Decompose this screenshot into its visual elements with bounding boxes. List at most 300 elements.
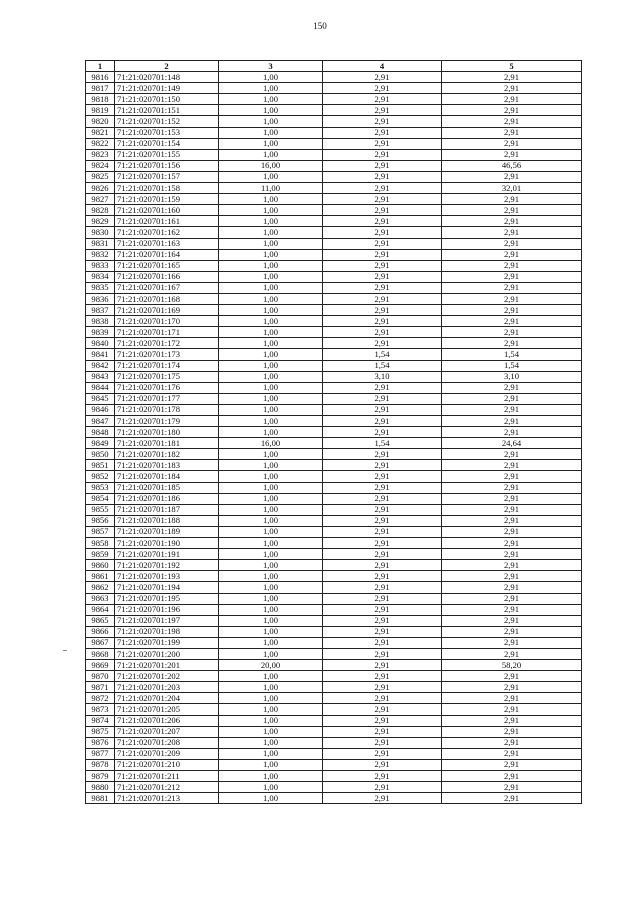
table-row — [86, 404, 582, 415]
cadastral-number-cell: 71:21:020701:167 — [115, 282, 219, 293]
rate-cell: 2,91 — [323, 338, 442, 349]
row-number-cell: 9867 — [86, 637, 115, 648]
quantity-cell: 1,00 — [219, 227, 323, 238]
cadastral-number-cell: 71:21:020701:149 — [115, 83, 219, 94]
table-row — [86, 460, 582, 471]
rate-cell: 1,54 — [323, 360, 442, 371]
quantity-cell: 1,00 — [219, 427, 323, 438]
total-cell: 2,91 — [442, 249, 582, 260]
cadastral-number-cell: 71:21:020701:180 — [115, 427, 219, 438]
table-row — [86, 671, 582, 682]
quantity-cell: 1,00 — [219, 216, 323, 227]
cadastral-number-cell: 71:21:020701:181 — [115, 438, 219, 449]
cadastral-number-cell: 71:21:020701:201 — [115, 660, 219, 671]
quantity-cell: 1,00 — [219, 404, 323, 415]
table-row — [86, 249, 582, 260]
table-row — [86, 626, 582, 637]
table-row — [86, 305, 582, 316]
cadastral-number-cell: 71:21:020701:159 — [115, 194, 219, 205]
cadastral-number-cell: 71:21:020701:171 — [115, 327, 219, 338]
row-number-cell: 9880 — [86, 782, 115, 793]
rate-cell: 2,91 — [323, 615, 442, 626]
row-number-cell: 9860 — [86, 560, 115, 571]
table-row — [86, 682, 582, 693]
cadastral-number-cell: 71:21:020701:151 — [115, 105, 219, 116]
table-row — [86, 282, 582, 293]
cadastral-number-cell: 71:21:020701:189 — [115, 526, 219, 537]
table-row — [86, 171, 582, 182]
quantity-cell: 1,00 — [219, 526, 323, 537]
cadastral-number-cell: 71:21:020701:209 — [115, 748, 219, 759]
cadastral-number-cell: 71:21:020701:162 — [115, 227, 219, 238]
cadastral-number-cell: 71:21:020701:153 — [115, 127, 219, 138]
quantity-cell: 1,00 — [219, 249, 323, 260]
total-cell: 2,91 — [442, 404, 582, 415]
quantity-cell: 1,00 — [219, 471, 323, 482]
cadastral-number-cell: 71:21:020701:196 — [115, 604, 219, 615]
rate-cell: 2,91 — [323, 416, 442, 427]
total-cell: 2,91 — [442, 704, 582, 715]
table-row — [86, 493, 582, 504]
total-cell: 2,91 — [442, 416, 582, 427]
row-number-cell: 9835 — [86, 282, 115, 293]
quantity-cell: 1,00 — [219, 549, 323, 560]
total-cell: 2,91 — [442, 560, 582, 571]
row-number-cell: 9874 — [86, 715, 115, 726]
cadastral-table — [85, 60, 582, 804]
total-cell: 2,91 — [442, 427, 582, 438]
quantity-cell: 1,00 — [219, 615, 323, 626]
table-row — [86, 604, 582, 615]
row-number-cell: 9836 — [86, 293, 115, 304]
row-number-cell: 9861 — [86, 571, 115, 582]
table-row — [86, 138, 582, 149]
quantity-cell: 20,00 — [219, 660, 323, 671]
table-row — [86, 338, 582, 349]
rate-cell: 2,91 — [323, 227, 442, 238]
total-cell: 2,91 — [442, 171, 582, 182]
rate-cell: 2,91 — [323, 682, 442, 693]
cadastral-number-cell: 71:21:020701:165 — [115, 260, 219, 271]
total-cell: 2,91 — [442, 83, 582, 94]
quantity-cell: 1,00 — [219, 693, 323, 704]
quantity-cell: 1,00 — [219, 748, 323, 759]
quantity-cell: 1,00 — [219, 604, 323, 615]
quantity-cell: 1,00 — [219, 504, 323, 515]
row-number-cell: 9854 — [86, 493, 115, 504]
table-row — [86, 160, 582, 171]
total-cell: 1,54 — [442, 349, 582, 360]
table-row — [86, 349, 582, 360]
quantity-cell: 1,00 — [219, 327, 323, 338]
quantity-cell: 1,00 — [219, 293, 323, 304]
cadastral-number-cell: 71:21:020701:179 — [115, 416, 219, 427]
row-number-cell: 9828 — [86, 205, 115, 216]
total-cell: 2,91 — [442, 682, 582, 693]
table-row — [86, 549, 582, 560]
row-number-cell: 9853 — [86, 482, 115, 493]
row-number-cell: 9820 — [86, 116, 115, 127]
rate-cell: 2,91 — [323, 293, 442, 304]
table-row — [86, 271, 582, 282]
total-cell: 2,91 — [442, 615, 582, 626]
table-row — [86, 393, 582, 404]
table-row — [86, 737, 582, 748]
rate-cell: 2,91 — [323, 160, 442, 171]
quantity-cell: 1,00 — [219, 759, 323, 770]
quantity-cell: 1,00 — [219, 282, 323, 293]
row-number-cell: 9856 — [86, 515, 115, 526]
rate-cell: 2,91 — [323, 771, 442, 782]
quantity-cell: 16,00 — [219, 160, 323, 171]
table-row — [86, 293, 582, 304]
rate-cell: 2,91 — [323, 726, 442, 737]
cadastral-number-cell: 71:21:020701:199 — [115, 637, 219, 648]
row-number-cell: 9837 — [86, 305, 115, 316]
rate-cell: 2,91 — [323, 327, 442, 338]
page-number: 150 — [313, 21, 327, 31]
table-row — [86, 748, 582, 759]
cadastral-number-cell: 71:21:020701:202 — [115, 671, 219, 682]
quantity-cell: 1,00 — [219, 626, 323, 637]
rate-cell: 2,91 — [323, 648, 442, 659]
cadastral-number-cell: 71:21:020701:195 — [115, 593, 219, 604]
cadastral-number-cell: 71:21:020701:211 — [115, 771, 219, 782]
cadastral-number-cell: 71:21:020701:194 — [115, 582, 219, 593]
row-number-cell: 9848 — [86, 427, 115, 438]
column-header-5: 5 — [442, 61, 582, 72]
row-number-cell: 9830 — [86, 227, 115, 238]
total-cell: 2,91 — [442, 72, 582, 83]
row-number-cell: 9825 — [86, 171, 115, 182]
row-number-cell: 9840 — [86, 338, 115, 349]
rate-cell: 2,91 — [323, 471, 442, 482]
table-row — [86, 438, 582, 449]
table-row — [86, 482, 582, 493]
total-cell: 2,91 — [442, 549, 582, 560]
quantity-cell: 1,00 — [219, 671, 323, 682]
total-cell: 2,91 — [442, 515, 582, 526]
cadastral-number-cell: 71:21:020701:175 — [115, 371, 219, 382]
row-number-cell: 9881 — [86, 793, 115, 804]
row-number-cell: 9851 — [86, 460, 115, 471]
quantity-cell: 1,00 — [219, 72, 323, 83]
quantity-cell: 1,00 — [219, 360, 323, 371]
rate-cell: 2,91 — [323, 660, 442, 671]
total-cell: 2,91 — [442, 671, 582, 682]
row-number-cell: 9855 — [86, 504, 115, 515]
row-number-cell: 9866 — [86, 626, 115, 637]
row-number-cell: 9872 — [86, 693, 115, 704]
rate-cell: 2,91 — [323, 260, 442, 271]
table-row — [86, 216, 582, 227]
cadastral-number-cell: 71:21:020701:192 — [115, 560, 219, 571]
table-row — [86, 615, 582, 626]
quantity-cell: 1,00 — [219, 83, 323, 94]
total-cell: 2,91 — [442, 526, 582, 537]
rate-cell: 3,10 — [323, 371, 442, 382]
quantity-cell: 1,00 — [219, 793, 323, 804]
row-number-cell: 9842 — [86, 360, 115, 371]
row-number-cell: 9876 — [86, 737, 115, 748]
rate-cell: 1,54 — [323, 349, 442, 360]
row-number-cell: 9846 — [86, 404, 115, 415]
table-row — [86, 449, 582, 460]
row-number-cell: 9823 — [86, 149, 115, 160]
rate-cell: 2,91 — [323, 693, 442, 704]
total-cell: 2,91 — [442, 582, 582, 593]
table-row — [86, 238, 582, 249]
table-row — [86, 227, 582, 238]
row-number-cell: 9829 — [86, 216, 115, 227]
rate-cell: 2,91 — [323, 271, 442, 282]
cadastral-number-cell: 71:21:020701:152 — [115, 116, 219, 127]
total-cell: 2,91 — [442, 571, 582, 582]
total-cell: 2,91 — [442, 449, 582, 460]
cadastral-number-cell: 71:21:020701:169 — [115, 305, 219, 316]
rate-cell: 2,91 — [323, 83, 442, 94]
quantity-cell: 1,00 — [219, 726, 323, 737]
table-row — [86, 205, 582, 216]
table-row — [86, 526, 582, 537]
row-number-cell: 9849 — [86, 438, 115, 449]
table-row — [86, 593, 582, 604]
rate-cell: 2,91 — [323, 282, 442, 293]
rate-cell: 2,91 — [323, 449, 442, 460]
row-number-cell: 9834 — [86, 271, 115, 282]
rate-cell: 2,91 — [323, 515, 442, 526]
rate-cell: 2,91 — [323, 482, 442, 493]
cadastral-number-cell: 71:21:020701:197 — [115, 615, 219, 626]
cadastral-number-cell: 71:21:020701:198 — [115, 626, 219, 637]
quantity-cell: 1,00 — [219, 382, 323, 393]
table-row — [86, 637, 582, 648]
quantity-cell: 1,00 — [219, 149, 323, 160]
cadastral-number-cell: 71:21:020701:208 — [115, 737, 219, 748]
cadastral-number-cell: 71:21:020701:183 — [115, 460, 219, 471]
row-number-cell: 9832 — [86, 249, 115, 260]
total-cell: 2,91 — [442, 604, 582, 615]
cadastral-number-cell: 71:21:020701:148 — [115, 72, 219, 83]
total-cell: 2,91 — [442, 338, 582, 349]
total-cell: 2,91 — [442, 227, 582, 238]
row-number-cell: 9841 — [86, 349, 115, 360]
quantity-cell: 1,00 — [219, 560, 323, 571]
row-number-cell: 9877 — [86, 748, 115, 759]
total-cell: 2,91 — [442, 593, 582, 604]
rate-cell: 2,91 — [323, 593, 442, 604]
table-row — [86, 316, 582, 327]
cadastral-number-cell: 71:21:020701:160 — [115, 205, 219, 216]
total-cell: 32,01 — [442, 183, 582, 194]
total-cell: 2,91 — [442, 538, 582, 549]
table-row — [86, 782, 582, 793]
total-cell: 2,91 — [442, 105, 582, 116]
rate-cell: 2,91 — [323, 427, 442, 438]
table-row — [86, 105, 582, 116]
table-row — [86, 693, 582, 704]
quantity-cell: 1,00 — [219, 771, 323, 782]
total-cell: 2,91 — [442, 726, 582, 737]
rate-cell: 2,91 — [323, 171, 442, 182]
row-number-cell: 9879 — [86, 771, 115, 782]
row-number-cell: 9878 — [86, 759, 115, 770]
table-row — [86, 538, 582, 549]
rate-cell: 2,91 — [323, 116, 442, 127]
cadastral-number-cell: 71:21:020701:203 — [115, 682, 219, 693]
cadastral-number-cell: 71:21:020701:177 — [115, 393, 219, 404]
rate-cell: 2,91 — [323, 404, 442, 415]
cadastral-number-cell: 71:21:020701:206 — [115, 715, 219, 726]
table-row — [86, 149, 582, 160]
cadastral-number-cell: 71:21:020701:172 — [115, 338, 219, 349]
quantity-cell: 1,00 — [219, 449, 323, 460]
table-row — [86, 715, 582, 726]
rate-cell: 2,91 — [323, 305, 442, 316]
quantity-cell: 1,00 — [219, 648, 323, 659]
quantity-cell: 1,00 — [219, 515, 323, 526]
quantity-cell: 1,00 — [219, 460, 323, 471]
rate-cell: 2,91 — [323, 105, 442, 116]
rate-cell: 2,91 — [323, 138, 442, 149]
row-number-cell: 9863 — [86, 593, 115, 604]
quantity-cell: 1,00 — [219, 127, 323, 138]
rate-cell: 2,91 — [323, 571, 442, 582]
total-cell: 2,91 — [442, 271, 582, 282]
rate-cell: 2,91 — [323, 149, 442, 160]
total-cell: 2,91 — [442, 138, 582, 149]
row-number-cell: 9869 — [86, 660, 115, 671]
rate-cell: 2,91 — [323, 671, 442, 682]
cadastral-number-cell: 71:21:020701:213 — [115, 793, 219, 804]
quantity-cell: 1,00 — [219, 138, 323, 149]
total-cell: 2,91 — [442, 216, 582, 227]
rate-cell: 2,91 — [323, 526, 442, 537]
row-number-cell: 9864 — [86, 604, 115, 615]
table-row — [86, 427, 582, 438]
total-cell: 2,91 — [442, 793, 582, 804]
quantity-cell: 1,00 — [219, 393, 323, 404]
cadastral-number-cell: 71:21:020701:156 — [115, 160, 219, 171]
table-row — [86, 515, 582, 526]
quantity-cell: 1,00 — [219, 349, 323, 360]
table-row — [86, 127, 582, 138]
quantity-cell: 16,00 — [219, 438, 323, 449]
total-cell: 2,91 — [442, 282, 582, 293]
total-cell: 46,56 — [442, 160, 582, 171]
cadastral-number-cell: 71:21:020701:188 — [115, 515, 219, 526]
cadastral-number-cell: 71:21:020701:174 — [115, 360, 219, 371]
cadastral-number-cell: 71:21:020701:184 — [115, 471, 219, 482]
total-cell: 3,10 — [442, 371, 582, 382]
total-cell: 58,20 — [442, 660, 582, 671]
row-number-cell: 9875 — [86, 726, 115, 737]
rate-cell: 2,91 — [323, 626, 442, 637]
cadastral-number-cell: 71:21:020701:168 — [115, 293, 219, 304]
rate-cell: 2,91 — [323, 183, 442, 194]
quantity-cell: 1,00 — [219, 482, 323, 493]
total-cell: 2,91 — [442, 782, 582, 793]
cadastral-number-cell: 71:21:020701:193 — [115, 571, 219, 582]
row-number-cell: 9824 — [86, 160, 115, 171]
rate-cell: 2,91 — [323, 549, 442, 560]
total-cell: 2,91 — [442, 327, 582, 338]
cadastral-number-cell: 71:21:020701:207 — [115, 726, 219, 737]
row-number-cell: 9839 — [86, 327, 115, 338]
cadastral-number-cell: 71:21:020701:150 — [115, 94, 219, 105]
rate-cell: 2,91 — [323, 194, 442, 205]
quantity-cell: 1,00 — [219, 538, 323, 549]
table-row — [86, 660, 582, 671]
table-row — [86, 582, 582, 593]
cadastral-number-cell: 71:21:020701:205 — [115, 704, 219, 715]
rate-cell: 2,91 — [323, 382, 442, 393]
cadastral-number-cell: 71:21:020701:190 — [115, 538, 219, 549]
table-row — [86, 504, 582, 515]
quantity-cell: 1,00 — [219, 338, 323, 349]
rate-cell: 2,91 — [323, 737, 442, 748]
table-row — [86, 72, 582, 83]
total-cell: 2,91 — [442, 737, 582, 748]
rate-cell: 2,91 — [323, 759, 442, 770]
rate-cell: 2,91 — [323, 238, 442, 249]
rate-cell: 2,91 — [323, 604, 442, 615]
rate-cell: 2,91 — [323, 793, 442, 804]
total-cell: 2,91 — [442, 94, 582, 105]
rate-cell: 2,91 — [323, 538, 442, 549]
total-cell: 2,91 — [442, 127, 582, 138]
total-cell: 2,91 — [442, 293, 582, 304]
quantity-cell: 1,00 — [219, 782, 323, 793]
row-number-cell: 9831 — [86, 238, 115, 249]
rate-cell: 2,91 — [323, 393, 442, 404]
cadastral-number-cell: 71:21:020701:166 — [115, 271, 219, 282]
cadastral-number-cell: 71:21:020701:163 — [115, 238, 219, 249]
rate-cell: 2,91 — [323, 637, 442, 648]
total-cell: 2,91 — [442, 238, 582, 249]
cadastral-number-cell: 71:21:020701:210 — [115, 759, 219, 770]
total-cell: 1,54 — [442, 360, 582, 371]
cadastral-number-cell: 71:21:020701:191 — [115, 549, 219, 560]
rate-cell: 2,91 — [323, 249, 442, 260]
row-number-cell: 9858 — [86, 538, 115, 549]
row-number-cell: 9870 — [86, 671, 115, 682]
quantity-cell: 1,00 — [219, 238, 323, 249]
row-number-cell: 9857 — [86, 526, 115, 537]
quantity-cell: 1,00 — [219, 105, 323, 116]
row-number-cell: 9827 — [86, 194, 115, 205]
cadastral-number-cell: 71:21:020701:158 — [115, 183, 219, 194]
table-row — [86, 371, 582, 382]
row-number-cell: 9847 — [86, 416, 115, 427]
cadastral-number-cell: 71:21:020701:157 — [115, 171, 219, 182]
rate-cell: 2,91 — [323, 715, 442, 726]
quantity-cell: 1,00 — [219, 571, 323, 582]
row-number-cell: 9852 — [86, 471, 115, 482]
cadastral-number-cell: 71:21:020701:154 — [115, 138, 219, 149]
quantity-cell: 1,00 — [219, 637, 323, 648]
cadastral-number-cell: 71:21:020701:200 — [115, 648, 219, 659]
table-row — [86, 194, 582, 205]
row-number-cell: 9822 — [86, 138, 115, 149]
table-row — [86, 94, 582, 105]
column-header-4: 4 — [323, 61, 442, 72]
quantity-cell: 1,00 — [219, 582, 323, 593]
rate-cell: 2,91 — [323, 504, 442, 515]
rate-cell: 2,91 — [323, 205, 442, 216]
total-cell: 2,91 — [442, 305, 582, 316]
rate-cell: 2,91 — [323, 493, 442, 504]
